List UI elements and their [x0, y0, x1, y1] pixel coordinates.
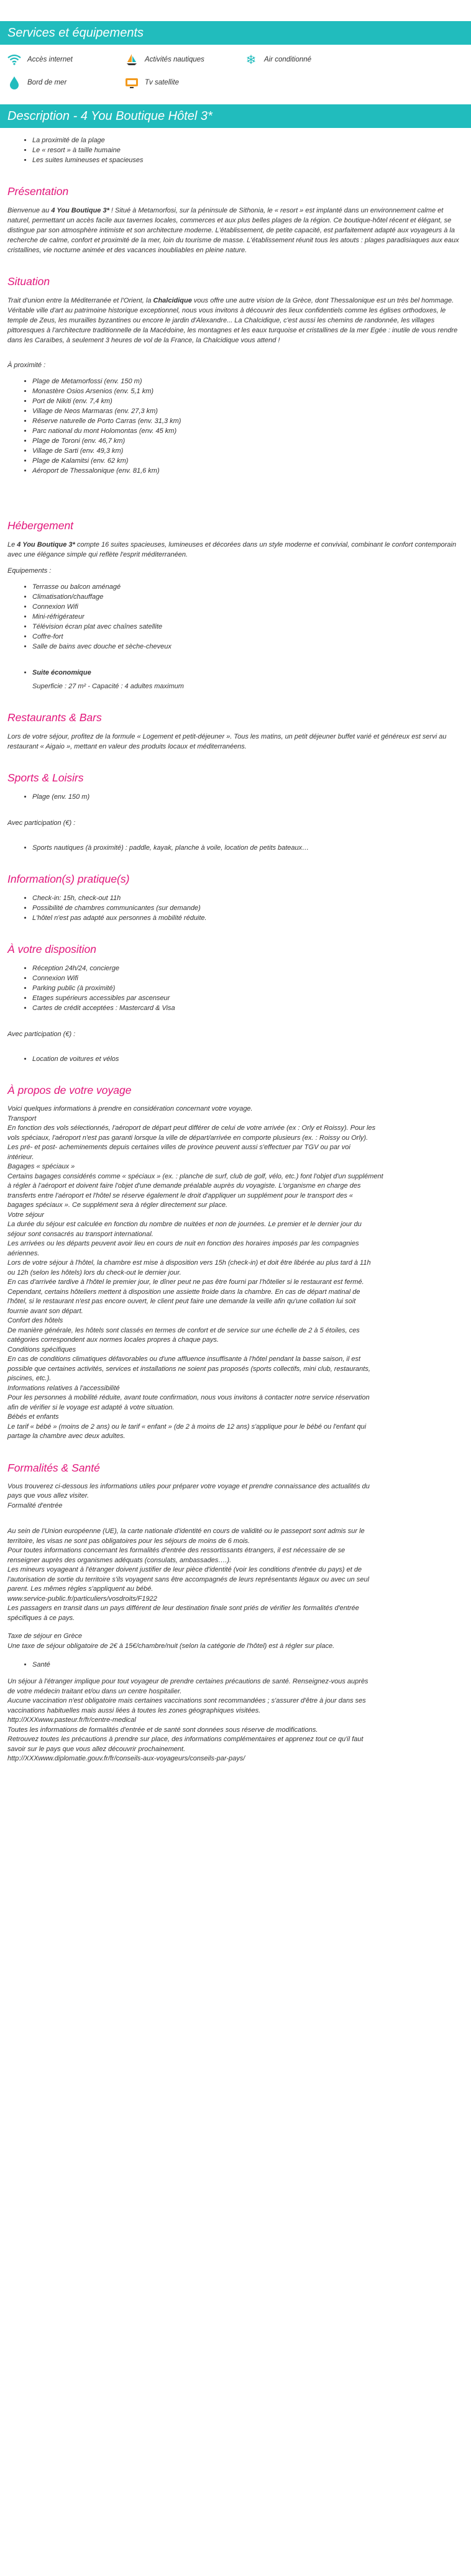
about-text: Voici quelques informations à prendre en considération concernant votre voyage. Transport En fonction des vols sélectionnés, l'aéroport de départ peut différer de celui de votre arrivée (ex : Orly et Roissy). Pour les vols spéciaux, l'aéroport n'est pas garanti lorsque la ville de départ/arrivée en comporte plusieurs (ex. : Roissy ou Orly). Les pré- et post- acheminements depuis certaines villes de province peuvent aussi s'effectuer par TGV ou par voi intérieur. Bagages « spéciaux » Certains bagages considérés comme « spéciaux » (ex. : planche de surf, club de golf, vélo, etc.) font l'objet d'un supplément à régler à l'aéroport et doivent faire l'objet d'une demande préalable auprès du voyagiste. L'organisme en charge des transferts entre l'aéroport et l'hôtel se réserve également le droit d'appliquer un supplément pour le transport des « bagages spéciaux ». Ce supplément sera à régler directement sur place. Votre séjour La durée du séjour est calculée en fonction du nombre de nuitées et non de journées. Le premier et le dernier jour du séjour sont consacrés au transport international. Les arrivées ou les départs peuvent avoir lieu en cours de nuit en fonction des horaires imposés par les compagnies aériennes. Lors de votre séjour à l'hôtel, la chambre est mise à disposition vers 15h (check-in) et doit être libérée au plus tard à 11h ou 12h (selon les hôtels) lors du check-out le dernier jour. En cas d'arrivée tardive à l'hôtel le premier jour, le dîner peut ne pas être fourni par l'hôtelier si le restaurant est fermé. Cependant, certains hôteliers mettent à disposition une assiette froide dans la chambre. En cas de départ matinal de l'hôtel, si le restaurant n'est pas encore ouvert, le client peut faire une demande la veille afin qu'une collation lui soit fournie avant son départ. Confort des hôtels De manière générale, les hôtels sont classés en termes de confort et de service sur une échelle de 2 à 5 étoiles, ces catégories correspondent aux normes locales propres à chaque pays. Conditions spécifiques En cas de conditions climatiques défavorables ou d'une affluence insuffisante à l'hôtel pendant la basse saison, il est possible que certaines activités, services et installations ne soient pas proposés (sports collectifs, mini club, restaurants, piscines, etc.). Informations relatives à l'accessibilité Pour les personnes à mobilité réduite, avant toute confirmation, nous vous invitons à contacter notre service réservation afin de vérifier si le voyage est adapté à votre situation. Bébés et enfants Le tarif « bébé » (moins de 2 ans) ou le tarif « enfant » (de 2 à moins de 12 ans) s'applique pour le bébé ou l'enfant qui partage la chambre avec deux adultes. [7, 1105, 383, 1440]
list-item: • Location de voitures et vélos [32, 1054, 464, 1064]
list-item: • Sports nautiques (à proximité) : paddle, kayak, planche à voile, location de petits bateaux… [32, 843, 464, 853]
list-item: • Check-in: 15h, check-out 11h [32, 893, 464, 903]
description-header [0, 104, 471, 128]
hebergement-text: Le 4 You Boutique 3* compte 16 suites spacieuses, lumineuses et décorées dans un style moderne et convivial, combinant le confort contemporain avec une élégance simple qui reflète l'esprit méditerranéen. [7, 541, 457, 558]
water-drop-icon [7, 76, 21, 89]
amenity-satellite-tv: Tv satellite [125, 76, 179, 89]
highlights-list [7, 135, 464, 165]
list-item: • Port de Nikiti (env. 7,4 km) [32, 396, 464, 406]
health-list [7, 1660, 464, 1670]
list-item: • Les suites lumineuses et spacieuses [32, 155, 464, 165]
list-item: • Plage (env. 150 m) [32, 792, 464, 802]
sports-heading: Sports & Loisirs [7, 771, 84, 784]
tv-icon [125, 76, 139, 89]
list-item: • Connexion Wifi [32, 602, 464, 612]
disposal-paid-list [7, 1054, 464, 1064]
list-item: • Plage de Metamorfossi (env. 150 m) [32, 376, 464, 386]
sports-paid-list [7, 843, 464, 853]
formalities-entry: Au sein de l'Union européenne (UE), la carte nationale d'identité en cours de validité ou le passeport sont admis sur le territoire, les visas ne sont pas obligatoires pour les séjours de moins de 6 mois. Pour toutes informations concernant les formalités d'entrée des ressortissants étrangers, il est nécessaire de se renseigner auprès des organismes adéquats (consulats, ambassades….). Les mineurs voyageant à l'étranger doivent justifier de leur pièce d'identité (voir les conditions d'entrée du pays) et de l'autorisation de sortie du territoire s'ils voyagent sans être accompagnés de leurs représentants légaux ou avec un seul parent. Les mêmes règles s'appliquent au bébé. www.service-public.fr/particuliers/vosdroits/F1922 Les passagers en transit dans un pays différent de leur destination finale sont priés de vérifier les formalités d'entrée spécifiques à ce pays. [7, 1527, 370, 1622]
disposal-heading: À votre disposition [7, 943, 96, 955]
list-item: • Réserve naturelle de Porto Carras (env. 31,3 km) [32, 416, 464, 426]
amenity-water-activities: Activités nautiques [125, 53, 204, 66]
list-item: • Etages supérieurs accessibles par ascenseur [32, 993, 464, 1003]
list-item: • Monastère Osios Arsenios (env. 5,1 km) [32, 386, 464, 396]
formalities-health: Un séjour à l'étranger implique pour tout voyageur de prendre certaines précautions de santé. Renseignez-vous auprès de votre médecin traitant et/ou dans un centre hospitalier. Aucune vaccination n'est obligatoire mais certaines vaccinations sont recommandées ; s'assurer d'être à jour dans ses vaccinations habituelles mais aussi liées à toutes les zones géographiques visitées. http://XXXwww.pasteur.fr/fr/centre-medical Toutes les informations de formalités d'entrée et de santé sont données sous réserve de modifications. Retrouvez toutes les précautions à prendre sur place, des informations complémentaires et apprenez tout ce qu'il faut savoir sur le pays que vous allez découvrir prochainement. http://XXXwww.diplomatie.gouv.fr/fr/conseils-aux-voyageurs/conseils-par-pays/ [7, 1678, 368, 1762]
practical-list [7, 893, 464, 923]
list-item: • Climatisation/chauffage [32, 592, 464, 602]
disposal-paid-label: Avec participation (€) : [7, 1031, 76, 1038]
formalities-tax: Taxe de séjour en Grèce Une taxe de séjour obligatoire de 2€ à 15€/chambre/nuit (selon la catégorie de l'hôtel) est à régler sur place. [7, 1632, 335, 1650]
description-title: Description - 4 You Boutique Hôtel 3* [7, 109, 213, 123]
formalities-heading: Formalités & Santé [7, 1461, 100, 1474]
proximity-label: À proximité : [7, 362, 46, 369]
equipments-list [7, 582, 464, 652]
presentation-heading: Présentation [7, 185, 69, 198]
sports-paid-label: Avec participation (€) : [7, 819, 76, 827]
sports-list [7, 792, 464, 802]
disposal-list [7, 963, 464, 1013]
hebergement-heading: Hébergement [7, 519, 74, 532]
about-heading: À propos de votre voyage [7, 1084, 132, 1096]
proximity-list [7, 376, 464, 476]
snowflake-icon: ❄ [245, 53, 257, 67]
list-item: • Village de Neos Marmaras (env. 27,3 km) [32, 406, 464, 416]
list-item: • Aéroport de Thessalonique (env. 81,6 km) [32, 466, 464, 476]
amenity-air-conditioning: ❄ Air conditionné [244, 53, 311, 66]
list-item: • Parc national du mont Holomontas (env. 45 km) [32, 426, 464, 436]
list-item: • Possibilité de chambres communicantes (sur demande) [32, 903, 464, 913]
equipments-label: Equipements : [7, 567, 52, 575]
restaurants-heading: Restaurants & Bars [7, 711, 102, 724]
list-item: • Le « resort » à taille humaine [32, 145, 464, 155]
situation-text: Trait d'union entre la Méditerranée et l'Orient, la Chalcidique vous offre une autre vision de la Grèce, dont Thessalonique est un très bel hommage. Véritable ville d'art au patrimoine historique exceptionnel, nous vous invitons à découvrir des lieux confidentiels comme les églises orthodoxes, le temple de Zeus, les murailles byzantines ou encore le jardin d'Alexandre... La Chalcidique, c'est aussi les chemins de randonnée, les villages pittoresques à l'architecture traditionnelle de la Macédoine, les montagnes et les eaux turquoise et cristallines de la mer Egée : inutile de vous rendre dans les Caraïbes, à seulement 3 heures de vol de la France, la Chalcidique vous attend ! [7, 297, 458, 344]
list-item: • Connexion Wifi [32, 973, 464, 983]
services-header [0, 21, 471, 45]
situation-heading: Situation [7, 275, 50, 288]
list-item: • Réception 24h/24, concierge [32, 963, 464, 973]
list-item: • Suite économique [32, 668, 464, 678]
restaurants-text: Lors de votre séjour, profitez de la formule « Logement et petit-déjeuner ». Tous les matins, un petit déjeuner buffet varié et généreux est servi au restaurant « Aigaio », mettant en valeur des produits locaux et méditerranéens. [7, 733, 447, 750]
list-item: • Santé [32, 1660, 464, 1670]
amenity-internet: Accès internet [7, 53, 73, 66]
list-item: • Cartes de crédit acceptées : Mastercard & Visa [32, 1003, 464, 1013]
list-item: • Parking public (à proximité) [32, 983, 464, 993]
amenities-grid [0, 45, 471, 101]
suite-list [7, 668, 464, 678]
list-item: • Coffre-fort [32, 632, 464, 642]
list-item: • Télévision écran plat avec chaînes satellite [32, 622, 464, 632]
list-item: • La proximité de la plage [32, 135, 464, 145]
amenity-seaside: Bord de mer [7, 76, 66, 89]
list-item: • L'hôtel n'est pas adapté aux personnes à mobilité réduite. [32, 913, 464, 923]
presentation-text: Bienvenue au 4 You Boutique 3* ! Situé à Metamorfosi, sur la péninsule de Sithonia, le « resort » est implanté dans un environnement calme et naturel, permettant un accès facile aux tavernes locales, commerces et aux plus belles plages de la région. Ce boutique-hôtel récent et élégant, se distingue par son atmosphère intimiste et son architecture moderne. L'établissement, de petite capacité, est parfaitement adapté aux voyageurs à la recherche de calme, confort et proximité de la mer, loin du tourisme de masse. L'établissement réunit tous les atouts : plages paradisiaques aux eaux cristallines, vie nocturne animée et des vacances inoubliables en pleine nature. [7, 207, 459, 254]
wifi-icon [7, 53, 21, 66]
formalities-intro: Vous trouverez ci-dessous les informations utiles pour préparer votre voyage et prendre connaissance des actualités du pays que vous allez visiter. Formalité d'entrée [7, 1482, 370, 1509]
list-item: • Salle de bains avec douche et sèche-cheveux [32, 642, 464, 652]
list-item: • Mini-réfrigérateur [32, 612, 464, 622]
list-item: • Village de Sarti (env. 49,3 km) [32, 446, 464, 456]
list-item: • Terrasse ou balcon aménagé [32, 582, 464, 592]
services-title: Services et équipements [7, 26, 144, 40]
list-item: • Plage de Kalamitsi (env. 62 km) [32, 456, 464, 466]
practical-heading: Information(s) pratique(s) [7, 873, 130, 885]
list-item: • Plage de Toroni (env. 46,7 km) [32, 436, 464, 446]
sailboat-icon [125, 53, 139, 66]
suite-detail: Superficie : 27 m² - Capacité : 4 adultes maximum [32, 683, 184, 690]
